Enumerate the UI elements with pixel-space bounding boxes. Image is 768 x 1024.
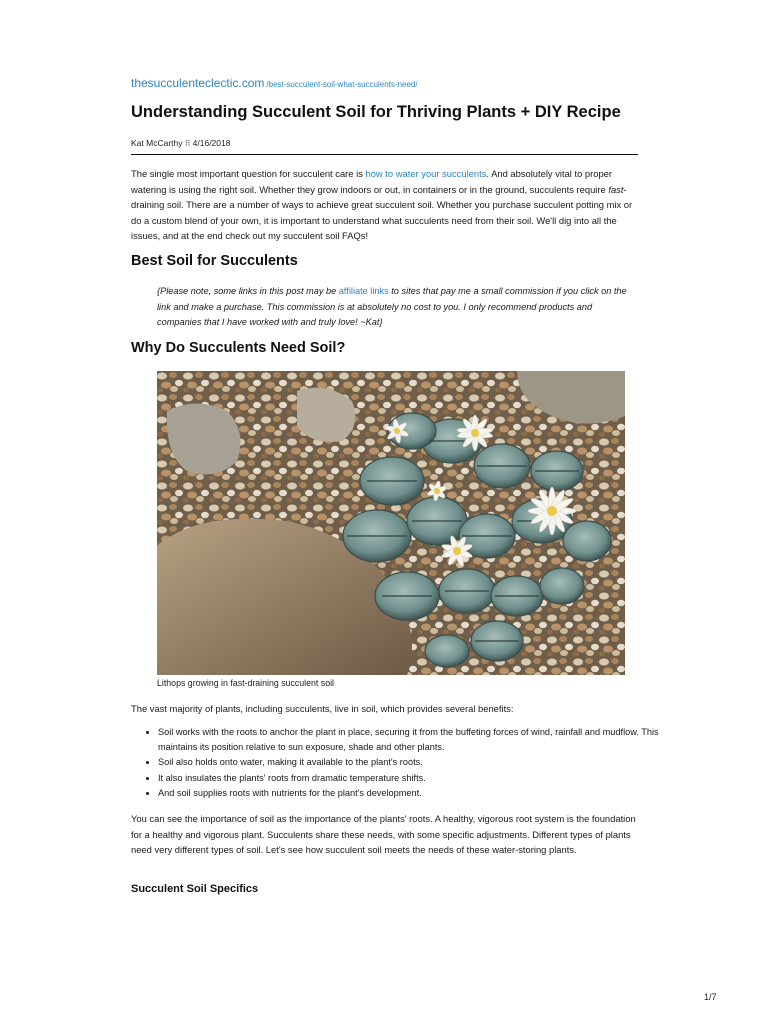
intro-text-3: -draining soil. There are a number of ways to achieve great succulent soil. Whether you purchase succulent potting mix or do a custom blend of your own, it is important to understand what succulents need from their soil. We'll dig into all the issues, and at the end check out my succulent soil FAQs!	[131, 183, 633, 241]
page-number: 1/7	[704, 992, 717, 1002]
heading-why-soil: Why Do Succulents Need Soil?	[131, 340, 346, 356]
intro-paragraph	[131, 166, 641, 244]
image-caption: Lithops growing in fast-draining succulent soil	[157, 678, 335, 688]
affiliate-link[interactable]: affiliate links	[338, 286, 389, 296]
intro-text-1: The single most important question for succulent care is	[131, 168, 366, 179]
heading-soil-specifics: Succulent Soil Specifics	[131, 883, 259, 895]
heading-best-soil: Best Soil for Succulents	[131, 253, 298, 269]
list-item: • Soil also holds onto water, making it available to the plant's roots.	[158, 755, 668, 770]
lithops-photo	[157, 371, 625, 675]
list-item: • Soil works with the roots to anchor the plant in place, securing it from the buffeting forces of wind, rainfall and mudflow. This maintains its position relative to sun exposure, shade and other plants.	[158, 725, 668, 755]
list-item: • It also insulates the plants' roots from dramatic temperature shifts.	[158, 771, 668, 786]
source-domain-link[interactable]: thesucculenteclectic.com	[131, 76, 265, 90]
byline	[131, 138, 230, 149]
publish-date: 4/16/2018	[192, 138, 231, 148]
author-name: Kat McCarthy	[131, 138, 183, 148]
watering-link[interactable]: how to water your succulents	[365, 168, 487, 179]
benefits-list	[131, 725, 668, 801]
source-url[interactable]	[131, 76, 418, 90]
article-title: Understanding Succulent Soil for Thriving Plants + DIY Recipe	[131, 103, 621, 121]
note-text-2: to sites that pay me a small commission if you click on the link and make a purchase. This commission is at absolutely no cost to you. I only recommend products and companies that I have worked with and truly love! ~Kat}	[157, 286, 627, 327]
list-item: • And soil supplies roots with nutrients for the plant's development.	[158, 786, 668, 801]
byline-separator: ⁝⁝	[184, 138, 191, 148]
affiliate-note	[157, 284, 627, 331]
note-text-1: {Please note, some links in this post may be	[157, 286, 339, 296]
intro-text-2: . And absolutely vital to proper watering is using the right soil. Whether they grow indoors or out, in containers or in the ground, succulents require	[131, 168, 613, 195]
title-divider	[131, 154, 638, 155]
source-path-link[interactable]: /best-succulent-soil-what-succulents-need/	[266, 80, 418, 89]
closing-paragraph: You can see the importance of soil as the importance of the plants' roots. A healthy, vigorous root system is the foundation for a healthy and vigorous plant. Succulents share these needs, with some specific adjustments. Different types of plants need very different types of soil. Let's see how succulent soil meets the needs of these water-storing plants.	[131, 813, 636, 855]
intro-emphasis: fast	[608, 183, 624, 195]
benefits-lead: The vast majority of plants, including succulents, live in soil, which provides several benefits:	[131, 703, 514, 714]
